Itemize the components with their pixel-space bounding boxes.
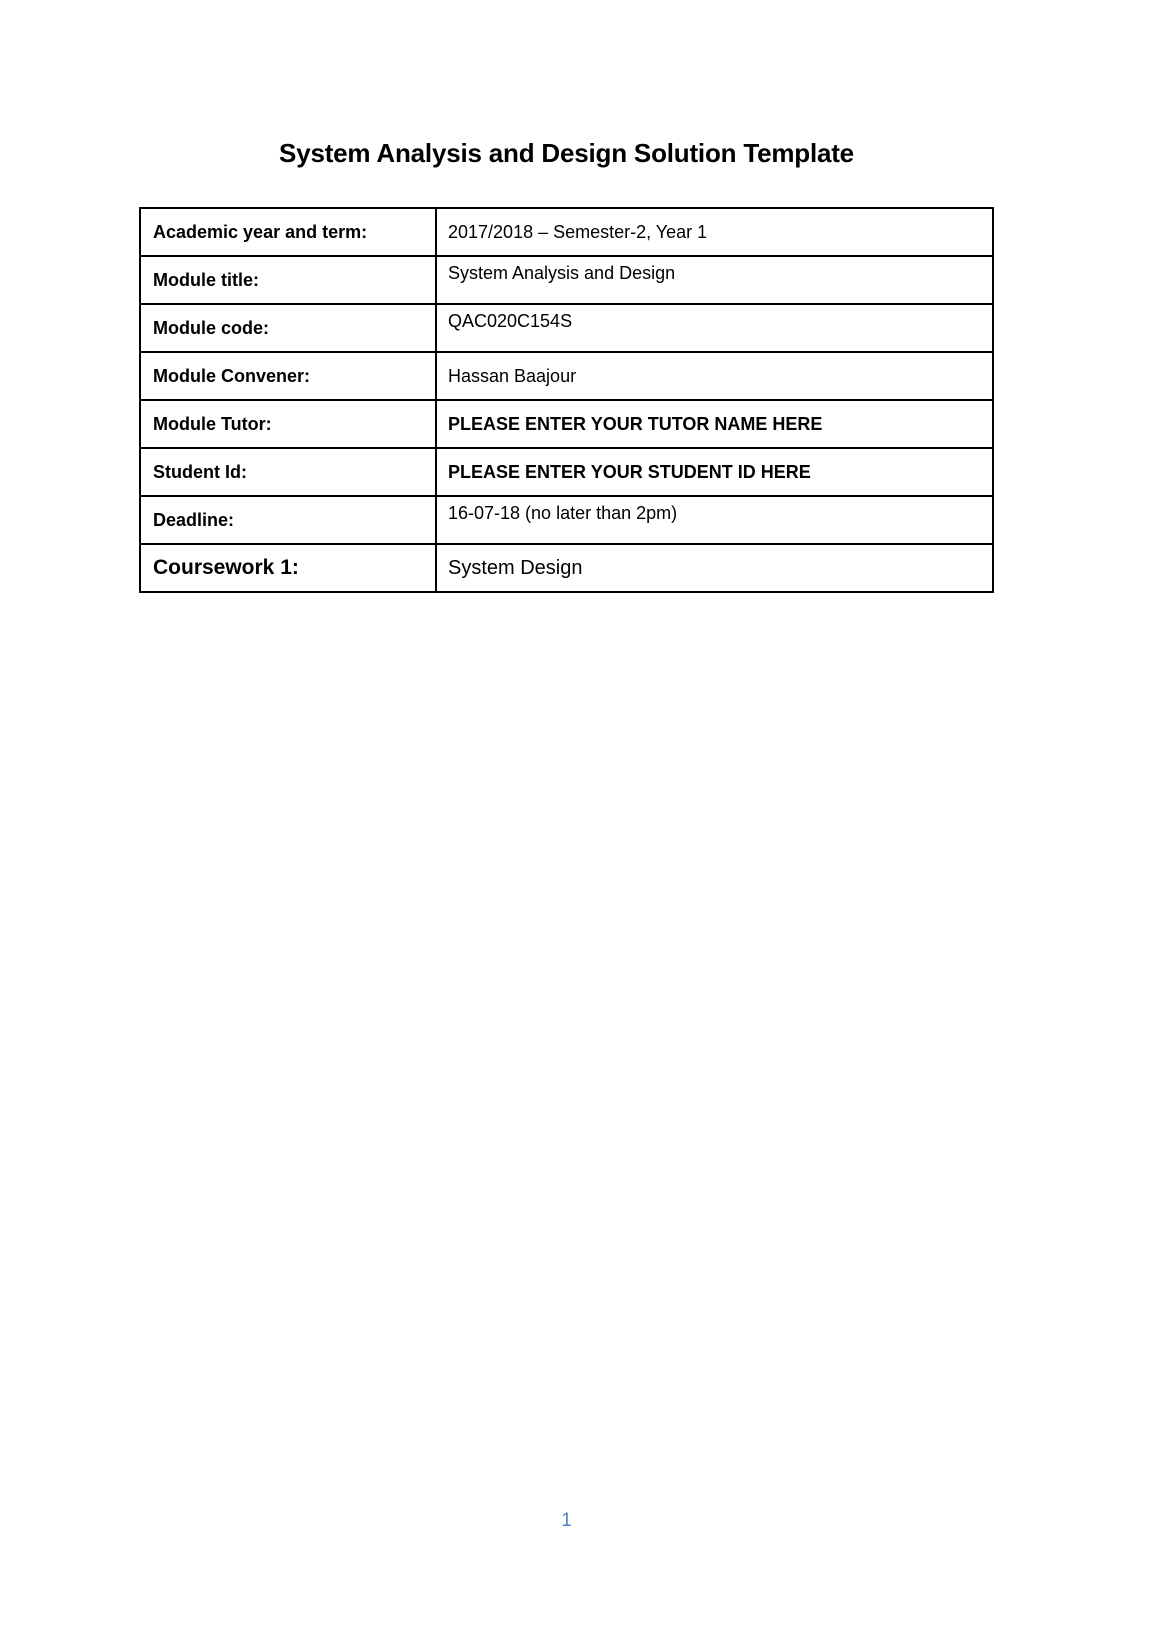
table-row [140, 256, 993, 304]
row-label: Coursework 1: [140, 544, 436, 592]
row-value: 2017/2018 – Semester-2, Year 1 [436, 208, 993, 256]
table-row [140, 304, 993, 352]
info-table [139, 207, 994, 593]
row-value: PLEASE ENTER YOUR TUTOR NAME HERE [436, 400, 993, 448]
row-label: Module code: [140, 304, 436, 352]
row-value: 16-07-18 (no later than 2pm) [436, 496, 993, 544]
row-label: Module Convener: [140, 352, 436, 400]
row-label: Student Id: [140, 448, 436, 496]
info-table-body [140, 208, 993, 592]
row-value: QAC020C154S [436, 304, 993, 352]
row-value: System Analysis and Design [436, 256, 993, 304]
row-value: System Design [436, 544, 993, 592]
table-row [140, 544, 993, 592]
table-row [140, 400, 993, 448]
table-row [140, 208, 993, 256]
page-title: System Analysis and Design Solution Template [279, 138, 854, 168]
row-label: Academic year and term: [140, 208, 436, 256]
row-value: PLEASE ENTER YOUR STUDENT ID HERE [436, 448, 993, 496]
row-label: Module Tutor: [140, 400, 436, 448]
table-row [140, 496, 993, 544]
row-value: Hassan Baajour [436, 352, 993, 400]
row-label: Deadline: [140, 496, 436, 544]
table-row [140, 352, 993, 400]
page-number: 1 [561, 1510, 572, 1531]
table-row [140, 448, 993, 496]
row-label: Module title: [140, 256, 436, 304]
